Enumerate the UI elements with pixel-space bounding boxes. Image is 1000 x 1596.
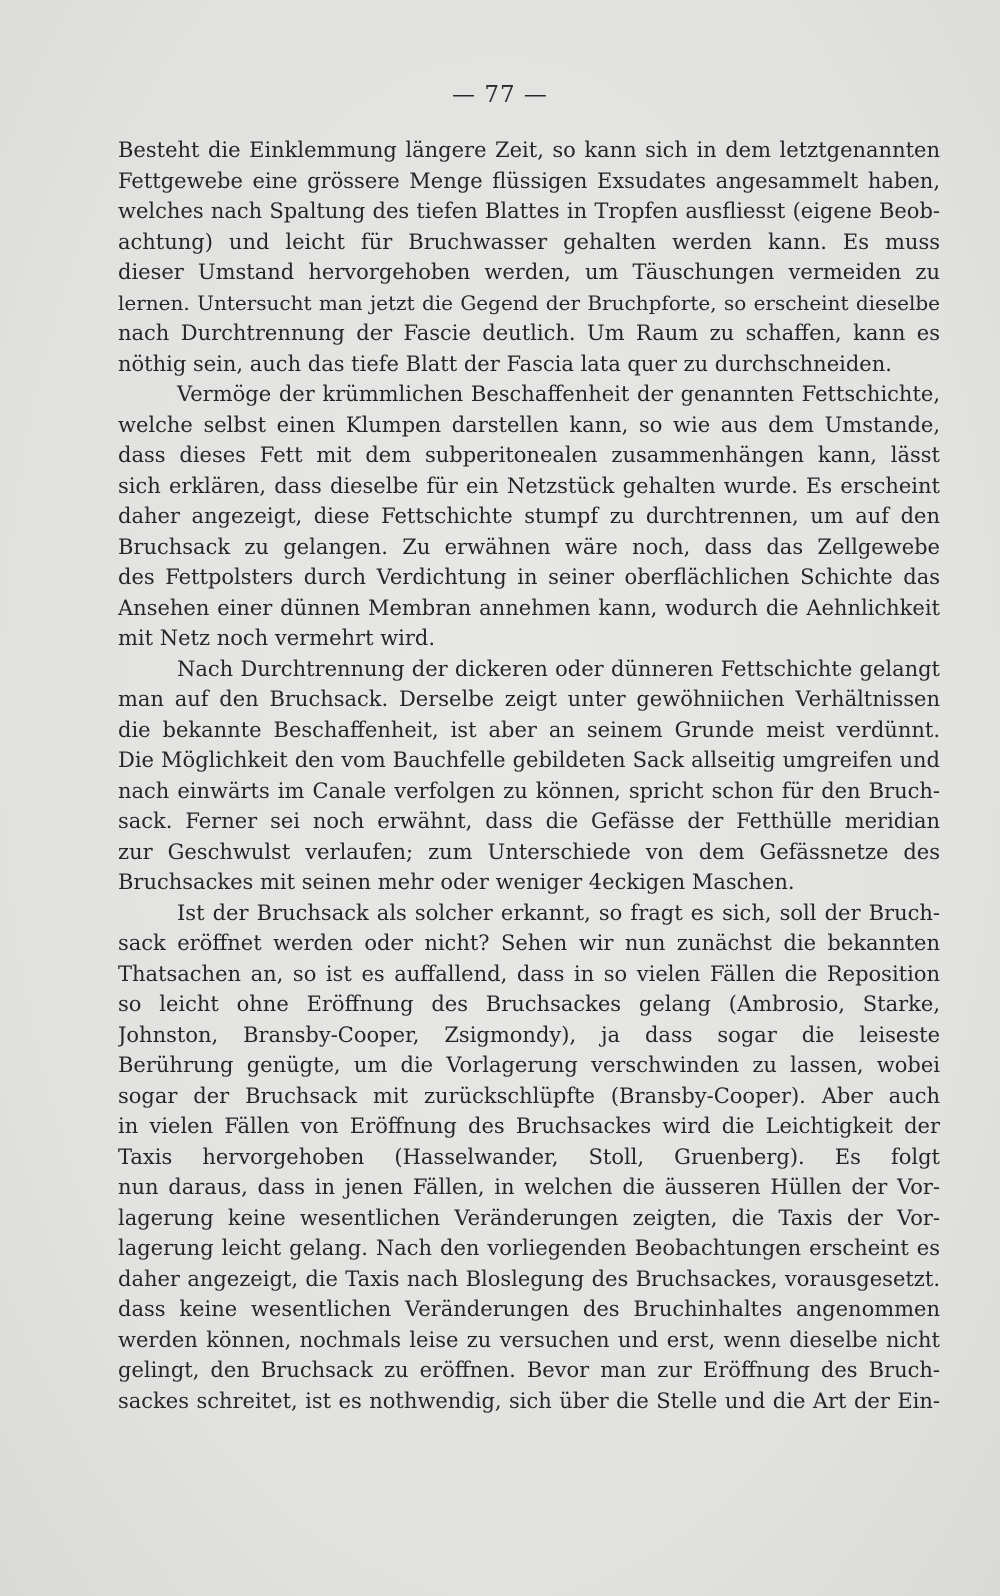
page-number: — 77 — (452, 82, 548, 108)
text-line: Besteht die Einklemmung längere Zeit, so kann sich in dem letztgenannten (118, 138, 940, 162)
text-line: Taxis hervorgehoben (Hasselwander, Stoll, Gruenberg). Es folgt (118, 1144, 940, 1169)
text-line: Bruchsackes mit seinen mehr oder weniger 4eckigen Maschen. (118, 870, 795, 894)
text-line: mit Netz noch vermehrt wird. (118, 626, 436, 650)
text-line: so leicht ohne Eröffnung des Bruchsackes gelang (Ambrosio, Starke, (118, 992, 940, 1016)
text-line: sack. Ferner sei noch erwähnt, dass die Gefässe der Fetthülle meridian (118, 809, 940, 833)
text-line: in vielen Fällen von Eröffnung des Bruchsackes wird die Leichtigkeit der (118, 1114, 940, 1138)
text-line: Ist der Bruchsack als solcher erkannt, so fragt es sich, soll der Bruch- (177, 900, 940, 925)
text-line: Bruchsack zu gelangen. Zu erwähnen wäre noch, dass das Zellgewebe (118, 534, 940, 559)
text-line: lernen. Untersucht man jetzt die Gegend der Bruchpforte, so erscheint dieselbe (118, 290, 940, 315)
text-line: sich erklären, dass dieselbe für ein Netzstück gehalten wurde. Es erscheint (118, 473, 940, 498)
text-line: die bekannte Beschaffenheit, ist aber an seinem Grunde meist verdünnt. (118, 717, 940, 742)
text-line: lagerung leicht gelang. Nach den vorliegenden Beobachtungen erscheint es (118, 1236, 940, 1260)
text-line: welche selbst einen Klumpen darstellen kann, so wie aus dem Umstande, (118, 412, 940, 437)
text-line: achtung) und leicht für Bruchwasser gehalten werden kann. Es muss (118, 229, 940, 254)
text-line: nun daraus, dass in jenen Fällen, in welchen die äusseren Hüllen der Vor- (118, 1175, 940, 1199)
text-line: des Fettpolsters durch Verdichtung in seiner oberflächlichen Schichte das (118, 565, 940, 589)
text-line: dieser Umstand hervorgehoben werden, um Täuschungen vermeiden zu (118, 260, 940, 284)
text-line: Fettgewebe eine grössere Menge flüssigen Exsudates angesammelt haben, (118, 168, 940, 193)
text-line: dass keine wesentlichen Veränderungen des Bruchinhaltes angenommen (118, 1297, 940, 1321)
text-line: nöthig sein, auch das tiefe Blatt der Fascia lata quer zu durchschneiden. (118, 351, 892, 376)
text-line: Die Möglichkeit den vom Bauchfelle gebildeten Sack allseitig umgreifen und (118, 748, 940, 772)
text-line: zur Geschwulst verlaufen; zum Unterschiede von dem Gefässnetze des (118, 839, 940, 864)
text-line: lagerung keine wesentlichen Veränderungen zeigten, die Taxis der Vor- (118, 1205, 940, 1230)
text-line: Ansehen einer dünnen Membran annehmen kann, wodurch die Aehnlichkeit (118, 595, 940, 620)
text-line: man auf den Bruchsack. Derselbe zeigt unter gewöhniichen Verhältnissen (118, 687, 940, 711)
text-line: welches nach Spaltung des tiefen Blattes in Tropfen ausfliesst (eigene Beob- (118, 199, 940, 223)
text-line: daher angezeigt, die Taxis nach Bloslegung des Bruchsackes, vorausgesetzt. (118, 1266, 940, 1291)
text-line: sack eröffnet werden oder nicht? Sehen wir nun zunächst die bekannten (118, 931, 940, 955)
text-line: Vermöge der krümmlichen Beschaffenheit der genannten Fettschichte, (177, 382, 940, 406)
text-line: dass dieses Fett mit dem subperitonealen zusammenhängen kann, lässt (118, 443, 940, 467)
text-line: werden können, nochmals leise zu versuchen und erst, wenn dieselbe nicht (118, 1327, 940, 1352)
text-line: nach einwärts im Canale verfolgen zu können, spricht schon für den Bruch- (118, 778, 940, 803)
text-line: Nach Durchtrennung der dickeren oder dünneren Fettschichte gelangt (177, 656, 940, 681)
text-line: Berührung genügte, um die Vorlagerung verschwinden zu lassen, wobei (118, 1053, 940, 1077)
text-line: daher angezeigt, diese Fettschichte stumpf zu durchtrennen, um auf den (118, 504, 940, 528)
text-line: Thatsachen an, so ist es auffallend, dass in so vielen Fällen die Reposition (118, 961, 940, 986)
text-line: sogar der Bruchsack mit zurückschlüpfte (Bransby-Cooper). Aber auch (118, 1083, 940, 1108)
text-line: sackes schreitet, ist es nothwendig, sich über die Stelle und die Art der Ein- (118, 1388, 940, 1413)
text-line: nach Durchtrennung der Fascie deutlich. Um Raum zu schaffen, kann es (118, 321, 940, 345)
body-text (118, 135, 940, 1416)
text-line: gelingt, den Bruchsack zu eröffnen. Bevor man zur Eröffnung des Bruch- (118, 1358, 940, 1382)
text-line: Johnston, Bransby-Cooper, Zsigmondy), ja dass sogar die leiseste (118, 1022, 940, 1047)
